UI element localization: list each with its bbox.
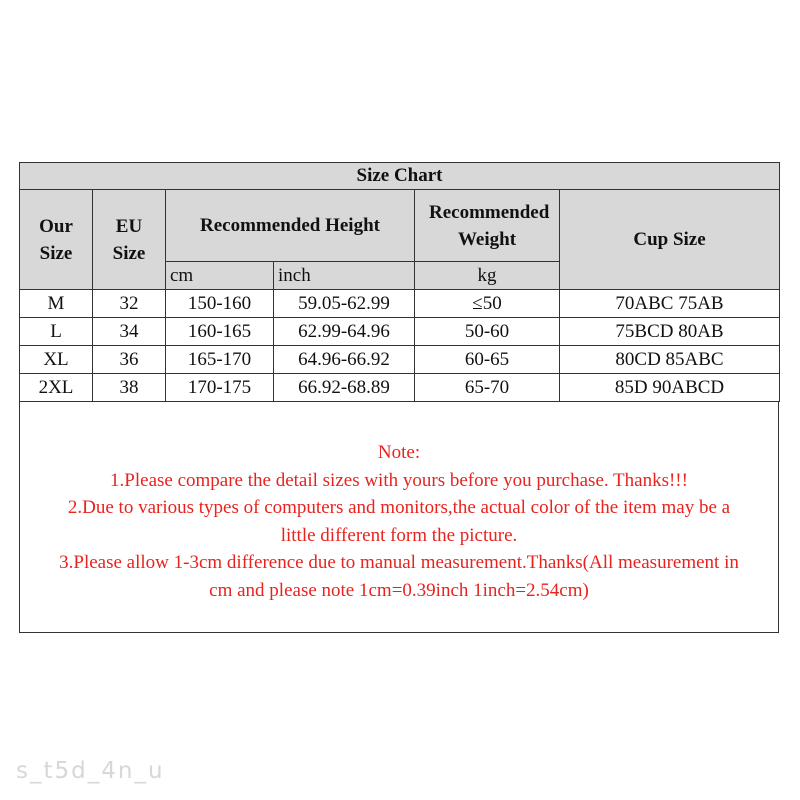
cell-weight-kg: 60-65 bbox=[415, 346, 560, 374]
table-row bbox=[20, 290, 780, 318]
cell-cup-size: 85D 90ABCD bbox=[560, 374, 780, 402]
table-row bbox=[20, 346, 780, 374]
cell-eu-size: 36 bbox=[93, 346, 166, 374]
cell-cup-size: 70ABC 75AB bbox=[560, 290, 780, 318]
cell-height-inch: 59.05-62.99 bbox=[274, 290, 415, 318]
cell-height-cm: 150-160 bbox=[166, 290, 274, 318]
cell-our-size: 2XL bbox=[20, 374, 93, 402]
header-eu-size: EU Size bbox=[93, 190, 166, 290]
note-line-3a: 3.Please allow 1-3cm difference due to manual measurement.Thanks(All measurement in bbox=[59, 552, 739, 573]
header-recommended-weight: Recommended Weight bbox=[415, 190, 560, 262]
cell-our-size: L bbox=[20, 318, 93, 346]
header-recommended-height: Recommended Height bbox=[166, 190, 415, 262]
size-chart bbox=[19, 162, 779, 633]
cell-our-size: XL bbox=[20, 346, 93, 374]
cell-height-inch: 62.99-64.96 bbox=[274, 318, 415, 346]
cell-eu-size: 34 bbox=[93, 318, 166, 346]
unit-kg: kg bbox=[415, 262, 560, 290]
table-row bbox=[20, 318, 780, 346]
size-table bbox=[19, 162, 780, 402]
cell-height-cm: 160-165 bbox=[166, 318, 274, 346]
cell-height-cm: 170-175 bbox=[166, 374, 274, 402]
table-row bbox=[20, 374, 780, 402]
unit-cm: cm bbox=[166, 262, 274, 290]
cell-cup-size: 80CD 85ABC bbox=[560, 346, 780, 374]
cell-weight-kg: 65-70 bbox=[415, 374, 560, 402]
header-cup-size: Cup Size bbox=[560, 190, 780, 290]
unit-inch: inch bbox=[274, 262, 415, 290]
note-line-3b: cm and please note 1cm=0.39inch 1inch=2.54cm) bbox=[209, 579, 589, 601]
cell-height-inch: 66.92-68.89 bbox=[274, 374, 415, 402]
table-title: Size Chart bbox=[20, 163, 780, 190]
cell-weight-kg: ≤50 bbox=[415, 290, 560, 318]
notes-box bbox=[19, 402, 779, 633]
header-our-size: Our Size bbox=[20, 190, 93, 290]
watermark: s_t5d_4n_u bbox=[16, 758, 165, 784]
cell-cup-size: 75BCD 80AB bbox=[560, 318, 780, 346]
note-line-1: 1.Please compare the detail sizes with yours before you purchase. Thanks!!! bbox=[110, 469, 688, 491]
cell-eu-size: 32 bbox=[93, 290, 166, 318]
note-heading: Note: bbox=[377, 442, 421, 463]
cell-our-size: M bbox=[20, 290, 93, 318]
cell-weight-kg: 50-60 bbox=[415, 318, 560, 346]
cell-height-inch: 64.96-66.92 bbox=[274, 346, 415, 374]
cell-eu-size: 38 bbox=[93, 374, 166, 402]
note-line-2b: little different form the picture. bbox=[280, 524, 518, 546]
note-line-2a: 2.Due to various types of computers and monitors,the actual color of the item may be a bbox=[67, 497, 731, 518]
cell-height-cm: 165-170 bbox=[166, 346, 274, 374]
